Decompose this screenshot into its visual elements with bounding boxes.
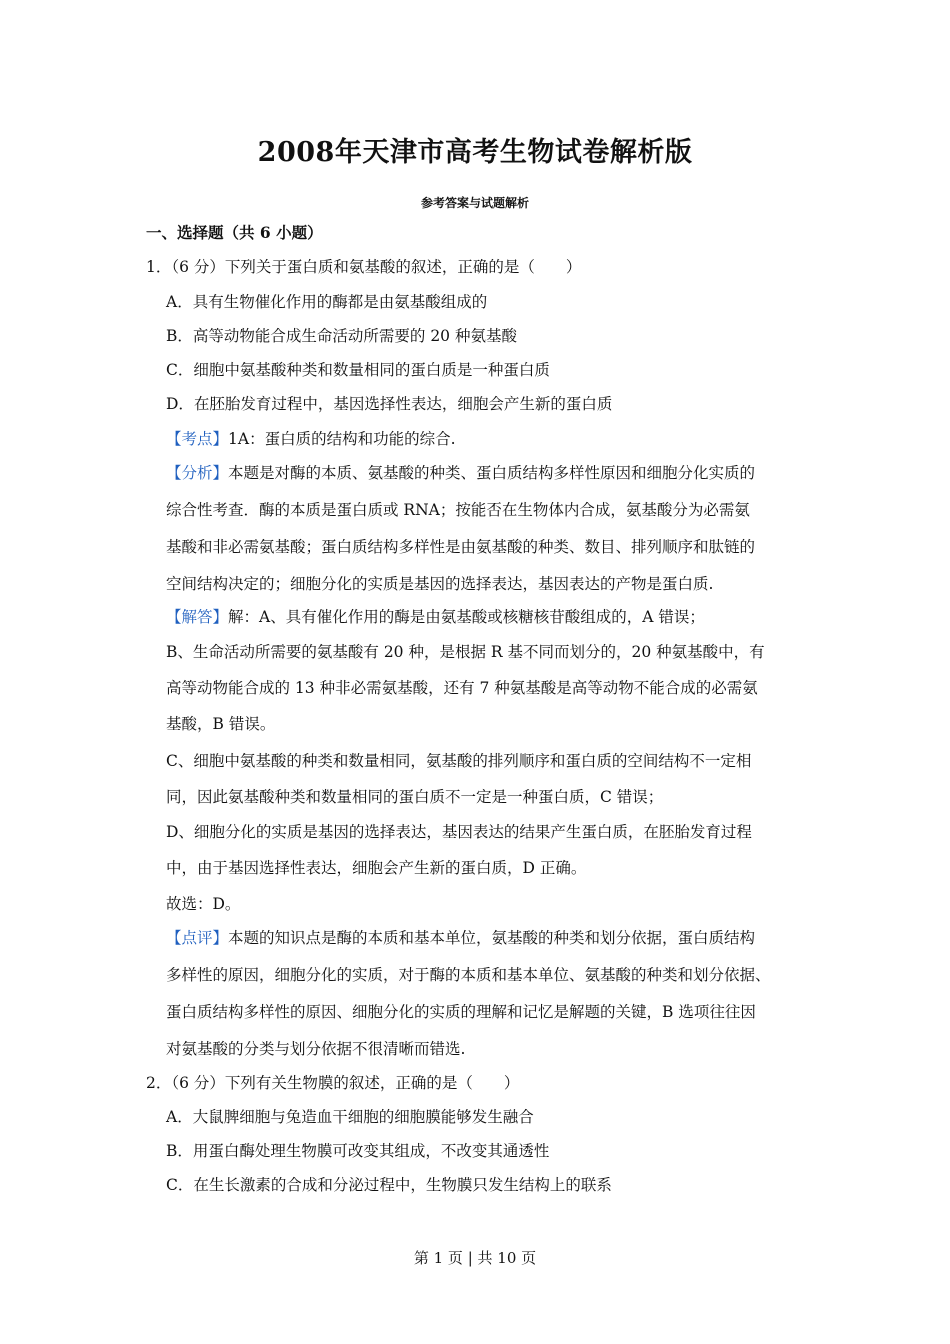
- kaodian-line: [166, 429, 456, 449]
- question-1-stem: 1．（6 分）下列关于蛋白质和氨基酸的叙述，正确的是（ ）: [146, 258, 582, 276]
- jieda-line-4: 基酸，B 错误。: [166, 715, 276, 733]
- fenxi-line-2: 综合性考查．酶的本质是蛋白质或 RNA；按能否在生物体内合成，氨基酸分为必需氨: [166, 501, 750, 519]
- fenxi-text: 本题是对酶的本质、氨基酸的种类、蛋白质结构多样性原因和细胞分化实质的: [228, 464, 756, 482]
- dianping-line-4: 对氨基酸的分类与划分依据不很清晰而错选.: [166, 1040, 466, 1058]
- fenxi-tag: 【分析】: [166, 464, 229, 482]
- jieda-line-7: D、细胞分化的实质是基因的选择表达，基因表达的结果产生蛋白质，在胚胎发育过程: [166, 823, 752, 841]
- question-2-option-b: B．用蛋白酶处理生物膜可改变其组成，不改变其通透性: [166, 1142, 550, 1160]
- dianping-line-1: [166, 928, 755, 948]
- jieda-line-5: C、细胞中氨基酸的种类和数量相同，氨基酸的排列顺序和蛋白质的空间结构不一定相: [166, 752, 752, 770]
- question-2-option-a: A．大鼠脾细胞与兔造血干细胞的细胞膜能够发生融合: [166, 1108, 534, 1126]
- dianping-line-3: 蛋白质结构多样性的原因、细胞分化的实质的理解和记忆是解题的关键，B 选项往往因: [166, 1003, 756, 1021]
- question-1-option-b: B．高等动物能合成生命活动所需要的 20 种氨基酸: [166, 327, 517, 345]
- jieda-line-9: 故选：D。: [166, 895, 241, 913]
- section-heading: 一、选择题（共 6 小题）: [146, 223, 323, 242]
- dianping-text: 本题的知识点是酶的本质和基本单位，氨基酸的种类和划分依据，蛋白质结构: [228, 929, 756, 947]
- fenxi-line-1: [166, 463, 755, 483]
- question-2-option-c: C．在生长激素的合成和分泌过程中，生物膜只发生结构上的联系: [166, 1176, 612, 1194]
- jieda-line-2: B、生命活动所需要的氨基酸有 20 种，是根据 R 基不同而划分的，20 种氨基酸中，有: [166, 643, 765, 661]
- jieda-line-3: 高等动物能合成的 13 种非必需氨基酸，还有 7 种氨基酸是高等动物不能合成的必需氨: [166, 679, 758, 697]
- page-footer: 第 1 页 | 共 10 页: [413, 1249, 537, 1267]
- jieda-line-1: [166, 607, 705, 627]
- jieda-tag: 【解答】: [166, 608, 229, 626]
- jieda-line-6: 同，因此氨基酸种类和数量相同的蛋白质不一定是一种蛋白质，C 错误；: [166, 788, 664, 806]
- fenxi-line-4: 空间结构决定的；细胞分化的实质是基因的选择表达，基因表达的产物是蛋白质.: [166, 575, 714, 593]
- question-1-option-c: C．细胞中氨基酸种类和数量相同的蛋白质是一种蛋白质: [166, 361, 550, 379]
- question-1-option-a: A．具有生物催化作用的酶都是由氨基酸组成的: [166, 293, 488, 311]
- jieda-line-8: 中，由于基因选择性表达，细胞会产生新的蛋白质，D 正确。: [166, 859, 587, 877]
- kaodian-tag: 【考点】: [166, 430, 229, 448]
- fenxi-line-3: 基酸和非必需氨基酸；蛋白质结构多样性是由氨基酸的种类、数目、排列顺序和肽链的: [166, 538, 756, 556]
- question-1-option-d: D．在胚胎发育过程中，基因选择性表达，细胞会产生新的蛋白质: [166, 395, 613, 413]
- page-title: 2008年天津市高考生物试卷解析版: [257, 137, 693, 168]
- dianping-tag: 【点评】: [166, 929, 229, 947]
- page-subtitle: 参考答案与试题解析: [420, 196, 529, 210]
- question-2-stem: 2．（6 分）下列有关生物膜的叙述，正确的是（ ）: [146, 1074, 520, 1092]
- kaodian-text: 1A：蛋白质的结构和功能的综合.: [228, 430, 456, 448]
- dianping-line-2: 多样性的原因，细胞分化的实质，对于酶的本质和基本单位、氨基酸的种类和划分依据、: [166, 966, 771, 984]
- jieda-text: 解：A、具有催化作用的酶是由氨基酸或核糖核苷酸组成的，A 错误；: [228, 608, 705, 626]
